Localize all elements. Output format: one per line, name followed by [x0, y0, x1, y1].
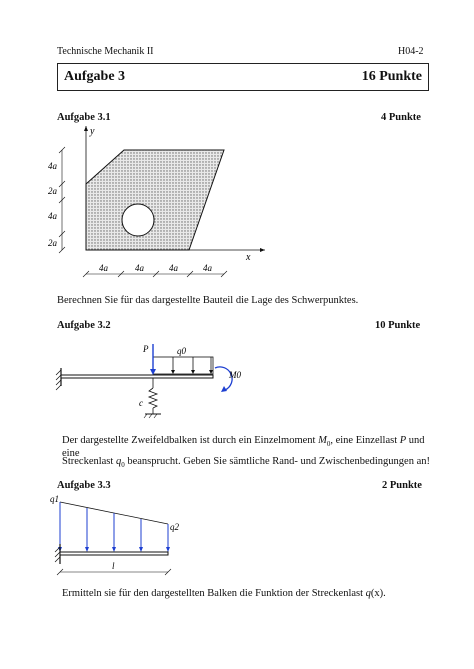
task-points: 16 Punkte [361, 69, 422, 84]
sheet-code: H04-2 [398, 46, 424, 57]
beam-figure-3 [50, 492, 210, 582]
dim-y-4: 2a [48, 238, 57, 248]
sub3-title: Aufgabe 3.3 [57, 480, 111, 491]
centroid-figure [40, 122, 280, 282]
dim-y-1: 4a [48, 161, 57, 171]
dim-x-4: 4a [203, 263, 212, 273]
sub2-text-line2: Streckenlast $q_0$ beansprucht. Geben Sie sämtliche Rand- und Zwischenbedingungen an! [62, 456, 430, 470]
sub3-text: Ermitteln sie für den dargestellten Balken die Funktion der Streckenlast q(x). [62, 588, 386, 599]
q1-label: q1 [50, 494, 59, 504]
axis-x-label: x [246, 252, 251, 263]
axis-y-label: y [90, 126, 95, 137]
task-title: Aufgabe 3 [64, 69, 126, 84]
plate-shape [86, 150, 224, 250]
dim-x-3: 4a [169, 263, 178, 273]
m0-label: M0 [229, 370, 241, 380]
q0-label: q0 [177, 346, 186, 356]
hole [122, 204, 154, 236]
p-label: P [143, 344, 149, 354]
task-title-box [57, 63, 429, 91]
beam-figure-2 [55, 338, 255, 423]
sub2-points: 10 Punkte [375, 320, 421, 331]
c-label: c [139, 398, 143, 408]
sub1-title: Aufgabe 3.1 [57, 112, 111, 123]
q2-label: q2 [170, 522, 179, 532]
course-name: Technische Mechanik II [57, 46, 154, 57]
dim-y-3: 4a [48, 211, 57, 221]
sub1-text: Berechnen Sie für das dargestellte Bauteil die Lage des Schwerpunktes. [57, 295, 359, 306]
dim-y-2: 2a [48, 186, 57, 196]
l-label: l [112, 561, 115, 571]
sub2-title: Aufgabe 3.2 [57, 320, 111, 331]
sub2-text-line1: Der dargestellte Zweifeldbalken ist durch ein Einzelmoment $M_0$, eine Einzellast P und eine [62, 435, 425, 460]
sub3-points: 2 Punkte [382, 480, 422, 491]
dim-x-1: 4a [99, 263, 108, 273]
dim-x-2: 4a [135, 263, 144, 273]
sub1-points: 4 Punkte [381, 112, 421, 123]
